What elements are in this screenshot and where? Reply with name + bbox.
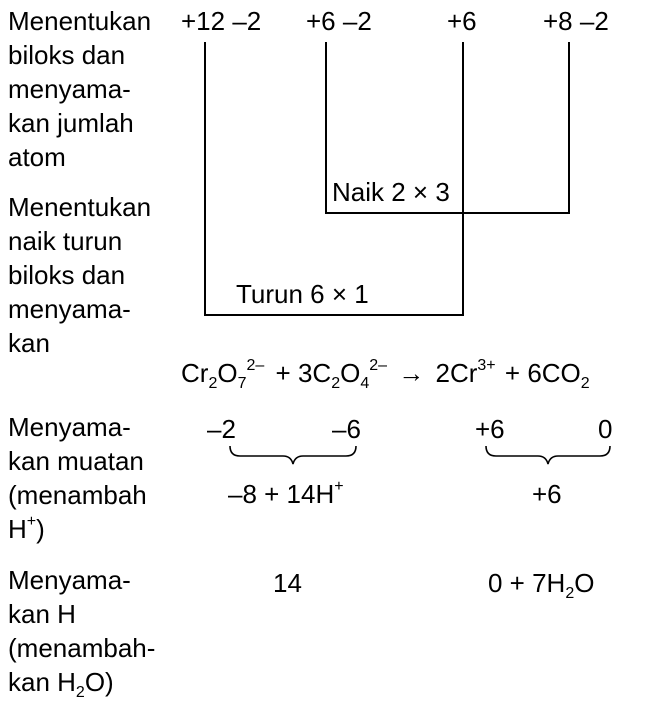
chromium-ion: $2Cr^{3+}$ <box>435 357 496 388</box>
charge-right-1: +6 <box>475 414 505 444</box>
charge-right-total: +6 <box>532 479 562 509</box>
naik-label: Naik 2 × 3 <box>332 177 450 207</box>
naik-line-left <box>325 42 327 214</box>
turun-line-left <box>204 42 206 316</box>
right-charge-brace <box>484 444 612 466</box>
oxnum-co2: +8 –2 <box>543 6 609 36</box>
redox-equation: $Cr_2O_7^{2-} + 3C_2O_4^{2-} \to 2Cr^{3+} + 6CO_2$ <box>181 357 590 392</box>
hydrogen-left: 14 <box>273 568 302 598</box>
turun-line-right <box>462 42 464 316</box>
charge-left-total: –8 + 14H+ <box>228 478 344 509</box>
left-charge-brace <box>228 444 358 466</box>
step-1-label: Menentukan biloks dan menyama- kan jumlah atom <box>8 6 152 172</box>
naik-line-right <box>568 42 570 214</box>
reaction-arrow: → <box>398 358 425 388</box>
step-3-label: Menyama- kan muatan (menambah H+) <box>8 412 147 544</box>
hydrogen-right: $0 + 7H_2O$ <box>488 568 595 602</box>
charge-left-1: –2 <box>207 414 236 444</box>
carbon-dioxide: $6CO_2$ <box>527 358 590 392</box>
dichromate: $Cr_2O_7^{2-}$ <box>181 357 265 392</box>
turun-label: Turun 6 × 1 <box>236 279 369 309</box>
step-4-label: Menyama- kan H (menambah- kan $H_2O$) <box>8 565 156 701</box>
oxnum-cr-o: +12 –2 <box>181 6 262 36</box>
oxnum-cr3: +6 <box>447 6 477 36</box>
naik-line-bottom <box>325 212 570 214</box>
step-2-label: Menentukan naik turun biloks dan menyama- kan <box>8 192 152 358</box>
charge-right-2: 0 <box>598 414 613 444</box>
charge-left-2: –6 <box>332 414 361 444</box>
turun-line-bottom <box>204 314 464 316</box>
oxalate: $3C_2O_4^{2-}$ <box>297 357 388 392</box>
oxnum-c-o: +6 –2 <box>306 6 372 36</box>
